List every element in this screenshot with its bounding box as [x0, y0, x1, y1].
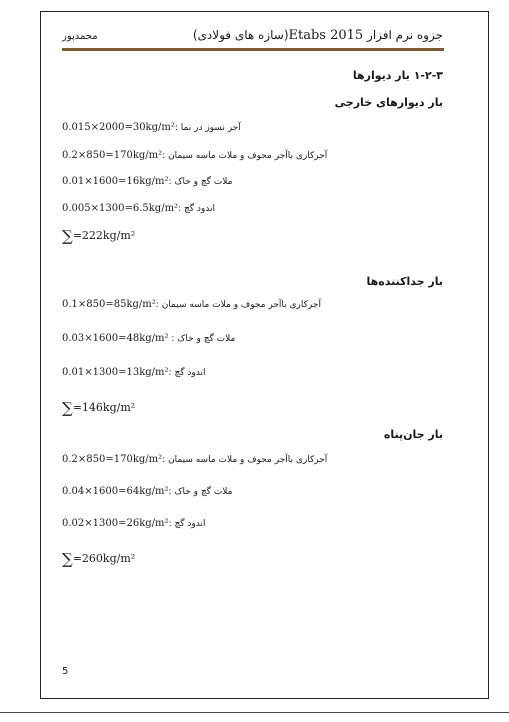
load-line — [62, 333, 442, 347]
section-title: بار دیوارها — [352, 69, 410, 82]
load-line — [62, 122, 442, 136]
load-label: : ملات گچ و خاک — [168, 177, 233, 187]
load-formula: 0.03×1600=48kg/m² — [62, 333, 169, 344]
header-title — [193, 28, 443, 43]
load-label: : ملات گچ و خاک — [168, 487, 233, 497]
load-formula: 0.1×850=85kg/m² — [62, 299, 156, 310]
load-label: : آجرکاری باآجر مجوف و ملات ماسه سیمان — [162, 151, 328, 161]
sum-value: =260kg/m² — [72, 552, 136, 565]
sigma-symbol: ∑ — [62, 399, 73, 417]
page-frame — [40, 11, 489, 699]
load-formula: 0.2×850=170kg/m² — [62, 150, 163, 161]
header-title-en: Etabs 2015 — [288, 28, 364, 43]
page-number: 5 — [62, 666, 69, 677]
load-line — [62, 176, 442, 190]
load-formula: 0.04×1600=64kg/m² — [62, 486, 169, 497]
load-label: : اندود گچ — [178, 204, 216, 214]
load-line — [62, 299, 442, 313]
sigma-symbol: ∑ — [62, 550, 73, 568]
load-line — [62, 486, 442, 500]
load-formula: 0.01×1300=13kg/m² — [62, 367, 169, 378]
load-formula: 0.2×850=170kg/m² — [62, 454, 163, 465]
section-heading — [353, 69, 443, 82]
load-label: : اندود گچ — [168, 519, 206, 529]
load-label: : ملات گچ و خاک — [168, 334, 236, 344]
load-formula: 0.015×2000=30kg/m² — [62, 122, 175, 133]
load-sum — [62, 227, 135, 245]
load-label: : آجرکاری باآجر مجوف و ملات ماسه سیمان — [155, 300, 321, 310]
load-sum — [62, 399, 135, 417]
load-line — [62, 203, 442, 217]
load-sum — [62, 550, 135, 568]
sigma-symbol: ∑ — [62, 227, 73, 245]
load-label: : آجرکاری باآجر مجوف و ملات ماسه سیمان — [162, 455, 328, 465]
load-label: : اندود گچ — [168, 368, 206, 378]
load-line — [62, 518, 442, 532]
load-label: : آجر نسوز در نما — [174, 123, 241, 133]
header-title-fa-2: (سازه های فولادی) — [192, 28, 289, 42]
sum-value: =146kg/m² — [72, 401, 136, 414]
load-line — [62, 454, 442, 468]
header-title-fa-1: جزوه نرم افزار — [367, 28, 443, 42]
sum-value: =222kg/m² — [72, 229, 136, 242]
header-author: محمدپور — [62, 31, 98, 42]
section-number: ۱-۲-۳ — [413, 69, 443, 82]
header-rule — [62, 48, 444, 51]
group-heading: بار جان‌پناه — [383, 428, 443, 441]
page-header — [0, 20, 509, 44]
bottom-rule — [0, 712, 509, 713]
load-formula: 0.01×1600=16kg/m² — [62, 176, 169, 187]
load-line — [62, 150, 442, 164]
load-line — [62, 367, 442, 381]
load-formula: 0.005×1300=6.5kg/m² — [62, 203, 179, 214]
load-formula: 0.02×1300=26kg/m² — [62, 518, 169, 529]
group-heading: بار دیوارهای خارجی — [334, 96, 443, 109]
group-heading: بار جداکننده‌ها — [366, 275, 443, 288]
